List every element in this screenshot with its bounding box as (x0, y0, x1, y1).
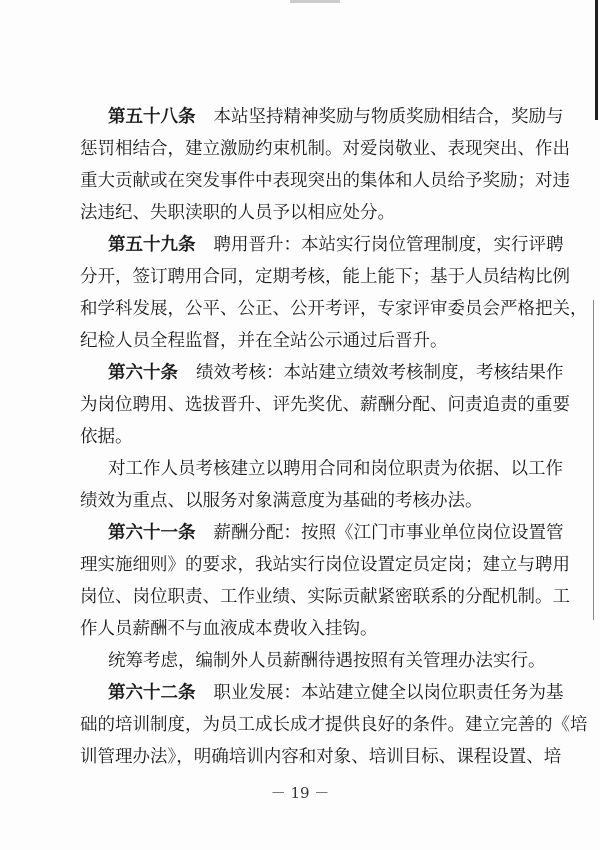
text-line (80, 581, 570, 613)
line-text: 岗位、岗位职责、工作业绩、实际贡献紧密联系的分配机制。工 (80, 587, 570, 607)
paragraph (80, 677, 588, 773)
line-text: 惩罚相结合，建立激励约束机制。对爱岗敬业、表现突出、作出 (80, 139, 570, 159)
text-line (80, 229, 564, 261)
line-text: 分开，签订聘用合同，定期考核，能上能下；基于人员结构比例 (80, 267, 570, 287)
line-text: 理实施细则》的要求，我站实行岗位设置定员定岗；建立与聘用 (80, 555, 570, 575)
text-line (80, 133, 570, 165)
text-line (80, 645, 546, 677)
line-text: 薪酬分配：按照《江门市事业单位岗位设置管 (213, 523, 564, 543)
line-text: 和学科发展，公平、公正、公开考评，专家评审委员会严格把关， (80, 299, 588, 319)
paragraph (80, 229, 588, 357)
paragraph (80, 357, 570, 453)
line-text: 为岗位聘用、选拔晋升、评先奖优、薪酬分配、问责追责的重要 (80, 395, 570, 415)
scan-mark (290, 0, 340, 3)
line-text: 本站坚持精神奖励与物质奖励相结合，奖励与 (213, 107, 564, 127)
line-text: 统筹考虑，编制外人员薪酬待遇按照有关管理办法实行。 (108, 651, 546, 671)
text-line (80, 741, 562, 773)
text-line (80, 613, 526, 645)
text-line (80, 357, 564, 389)
text-line (80, 101, 564, 133)
line-text: 纪检人员全程监督，并在全站公示通过后晋升。 (80, 331, 448, 351)
line-text: 法违纪、失职渎职的人员予以相应处分。 (80, 203, 395, 223)
line-text: 作人员薪酬不与血液成本费收入挂钩。 (80, 619, 378, 639)
text-line (80, 261, 570, 293)
document-body (80, 101, 588, 773)
paragraph (80, 645, 546, 677)
paragraph (80, 517, 570, 645)
article-heading: 第六十条 (108, 363, 178, 383)
line-text: 绩效为重点、以服务对象满意度为基础的考核办法。 (80, 491, 483, 511)
line-text: 重大贡献或在突发事件中表现突出的集体和人员给予奖励；对违 (80, 171, 570, 191)
article-heading: 第五十八条 (108, 107, 196, 127)
line-text: 绩效考核：本站建立绩效考核制度，考核结果作 (196, 363, 564, 383)
page-number: － 19 － (270, 784, 330, 802)
paragraph (80, 101, 570, 229)
line-text: 训管理办法》，明确培训内容和对象、培训目标、课程设置、培 (80, 747, 562, 767)
text-line (80, 453, 563, 485)
text-line (80, 485, 526, 517)
line-text: 对工作人员考核建立以聘用合同和岗位职责为依据、以工作 (108, 459, 563, 479)
line-text: 依据。 (80, 427, 133, 447)
line-text: 聘用晋升：本站实行岗位管理制度，实行评聘 (213, 235, 564, 255)
text-line (80, 421, 526, 453)
line-text: 职业发展：本站建立健全以岗位职责任务为基 (213, 683, 564, 703)
text-line (80, 677, 564, 709)
text-line (80, 709, 588, 741)
line-text: 础的培训制度，为员工成长成才提供良好的条件。建立完善的《培 (80, 715, 588, 735)
text-line (80, 389, 570, 421)
article-heading: 第六十一条 (108, 523, 196, 543)
text-line (80, 293, 588, 325)
paragraph (80, 453, 563, 517)
scan-edge (595, 0, 598, 120)
text-line (80, 325, 526, 357)
text-line (80, 197, 526, 229)
text-line (80, 549, 570, 581)
article-heading: 第五十九条 (108, 235, 196, 255)
text-line (80, 165, 570, 197)
scan-edge (593, 300, 594, 620)
text-line (80, 517, 564, 549)
article-heading: 第六十二条 (108, 683, 196, 703)
